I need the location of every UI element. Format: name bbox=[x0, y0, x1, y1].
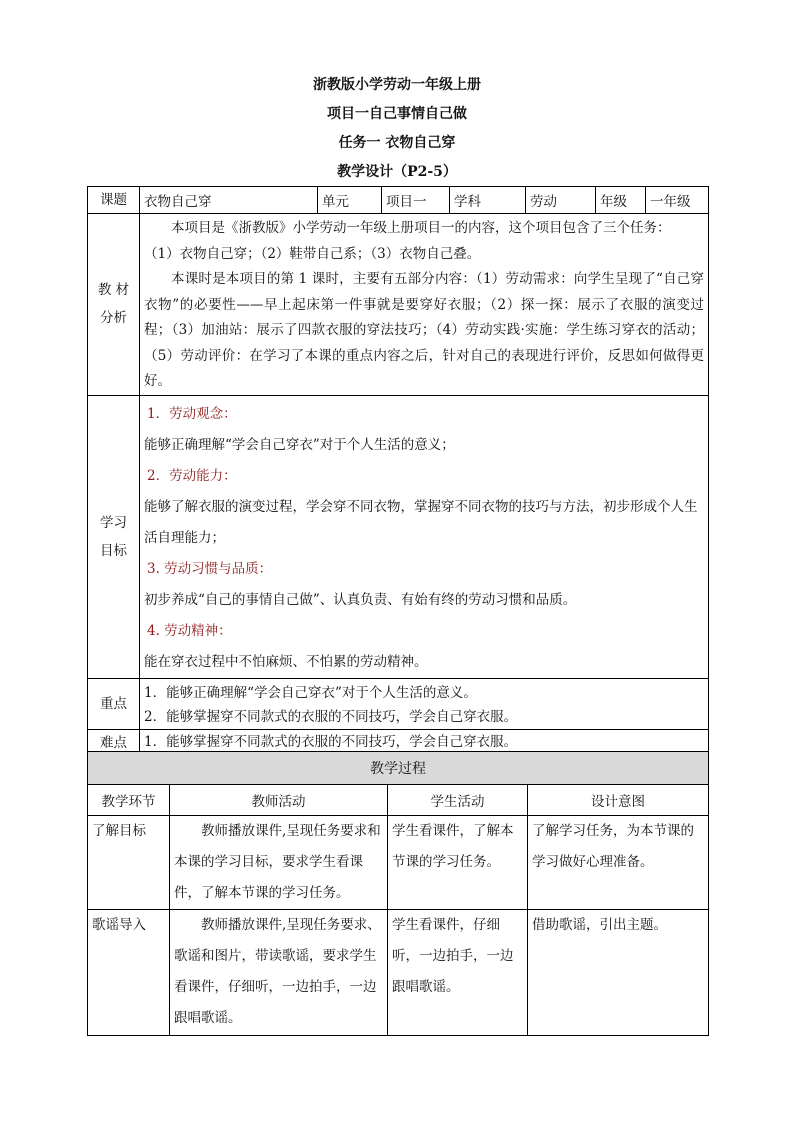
unit-value: 项目一 bbox=[382, 187, 450, 214]
table-row bbox=[88, 910, 709, 1036]
goal-text-1: 能够正确理解“学会自己穿衣”对于个人生活的意义； bbox=[144, 436, 455, 453]
teaching-process-table bbox=[87, 751, 709, 1036]
goals-label: 学习 目标 bbox=[88, 395, 140, 678]
title-task: 任务一 衣物自己穿 bbox=[338, 135, 456, 151]
header-student: 学生活动 bbox=[388, 785, 528, 816]
goals-row bbox=[88, 395, 709, 678]
stage-cell: 了解目标 bbox=[92, 823, 146, 839]
analysis-paragraph-1b: （1）衣物自己穿；（2）鞋带自己系；（3）衣物自己叠。 bbox=[144, 245, 481, 262]
teacher-cell: 教师播放课件,呈现任务要求、歌谣和图片，带读歌谣，要求学生看课件，仔细听，一边拍手，一边跟唱歌谣。 bbox=[174, 917, 381, 1026]
title-design: 教学设计（P2-5） bbox=[337, 164, 457, 180]
goal-heading-3: 3. 劳动习惯与品质： bbox=[147, 560, 273, 577]
process-band bbox=[88, 752, 709, 785]
topic-value: 衣物自己穿 bbox=[140, 187, 318, 214]
table-row bbox=[88, 816, 709, 910]
student-cell: 学生看课件，了解本节课的学习任务。 bbox=[392, 823, 514, 870]
teacher-cell: 教师播放课件,呈现任务要求和本课的学习目标，要求学生看课件，了解本节课的学习任务。 bbox=[174, 823, 381, 901]
unit-label: 单元 bbox=[318, 187, 382, 214]
stage-cell: 歌谣导入 bbox=[92, 917, 146, 933]
key-points-label: 重点 bbox=[88, 678, 140, 729]
subject-value: 劳动 bbox=[526, 187, 596, 214]
goal-text-2: 能够了解衣服的演变过程，学会穿不同衣物，掌握穿不同衣物的技巧与方法，初步形成个人生活自理能力； bbox=[144, 498, 698, 546]
process-title: 教学过程 bbox=[88, 752, 709, 785]
key-point-1: 1．能够正确理解“学会自己穿衣”对于个人生活的意义。 bbox=[144, 684, 477, 701]
goal-text-4: 能在穿衣过程中不怕麻烦、不怕累的劳动精神。 bbox=[144, 653, 428, 670]
goal-text-3: 初步养成“自己的事情自己做”、认真负责、有始有终的劳动习惯和品质。 bbox=[144, 591, 577, 608]
subject-label: 学科 bbox=[450, 187, 526, 214]
process-header-row bbox=[88, 785, 709, 816]
goal-heading-4: 4. 劳动精神： bbox=[147, 622, 232, 639]
header-teacher: 教师活动 bbox=[170, 785, 388, 816]
analysis-paragraph-2: 本课时是本项目的第 1 课时，主要有五部分内容：（1）劳动需求：向学生呈现了“自己穿衣物”的必要性——早上起床第一件事就是要穿好衣服；（2）探一探：展示了衣服的演变过程；（3）加油站：展示了四款衣服的穿法技巧；（4）劳动实践·实施：学生练习穿衣的活动；（5）劳动评价：在学习了本课的重点内容之后，针对自己的表现进行评价，反思如何做得更好。 bbox=[144, 271, 704, 389]
title-textbook: 浙教版小学劳动一年级上册 bbox=[313, 77, 481, 93]
lesson-info-table bbox=[87, 186, 709, 757]
difficulties-label: 难点 bbox=[88, 729, 140, 756]
intent-cell: 了解学习任务，为本节课的学习做好心理准备。 bbox=[532, 823, 694, 870]
analysis-row bbox=[88, 214, 709, 396]
key-points-row bbox=[88, 678, 709, 729]
grade-value: 一年级 bbox=[646, 187, 709, 214]
goal-heading-2: 2．劳动能力： bbox=[147, 467, 237, 484]
topic-label: 课题 bbox=[88, 187, 140, 214]
difficulty-1: 1．能够掌握穿不同款式的衣服的不同技巧，学会自己穿衣服。 bbox=[144, 733, 518, 750]
header-intent: 设计意图 bbox=[528, 785, 709, 816]
info-row bbox=[88, 187, 709, 214]
goal-heading-1: 1．劳动观念： bbox=[147, 405, 237, 422]
analysis-paragraph-1: 本项目是《浙教版》小学劳动一年级上册项目一的内容，这个项目包含了三个任务： bbox=[171, 220, 671, 236]
grade-label: 年级 bbox=[596, 187, 646, 214]
header-stage: 教学环节 bbox=[88, 785, 170, 816]
analysis-label: 教 材 分析 bbox=[88, 214, 140, 396]
document-header bbox=[0, 71, 794, 187]
intent-cell: 借助歌谣，引出主题。 bbox=[532, 917, 667, 933]
key-point-2: 2．能够掌握穿不同款式的衣服的不同技巧，学会自己穿衣服。 bbox=[144, 708, 518, 725]
student-cell: 学生看课件，仔细听，一边拍手，一边跟唱歌谣。 bbox=[392, 917, 514, 995]
title-project: 项目一自己事情自己做 bbox=[327, 106, 467, 122]
